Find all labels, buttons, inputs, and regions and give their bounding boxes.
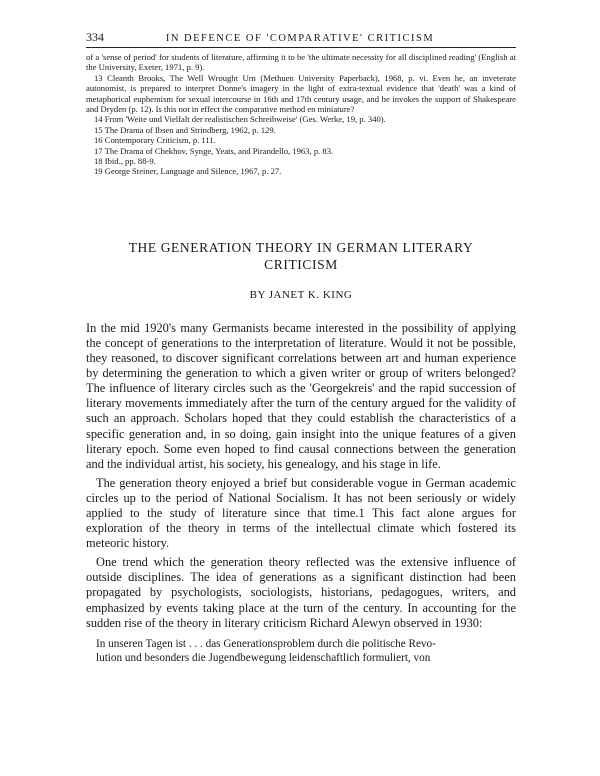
footnote-14: 14 From 'Weite und Vielfalt der realistischen Schreibweise' (Ges. Werke, 19, p. 340). [94, 114, 386, 125]
article-title-line-1: THE GENERATION THEORY IN GERMAN LITERARY [128, 239, 474, 255]
footnote-16: 16 Contemporary Criticism, p. 111. [94, 135, 216, 146]
footnote-15: 15 The Drama of Ibsen and Strindberg, 1962, p. 129. [94, 124, 276, 135]
footnote-18: 18 Ibid., pp. 88-9. [94, 156, 156, 167]
page-number: 334 [86, 30, 104, 44]
footnotes-block [86, 52, 516, 177]
footnote-17: 17 The Drama of Chekhov, Synge, Yeats, and Pirandello, 1963, p. 83. [94, 145, 334, 156]
paragraph-3: One trend which the generation theory reflected was the extensive influence of outside disciplines. The idea of generations as a significant distinction had been propagated by psychologists, sociologists, historians, pedagogues, writers, and emphasized by events taking place at the turn of the century. In accounting for the sudden rise of the theory in literary criticism Richard Alewyn observed in 1930: [86, 555, 516, 630]
article-title [86, 239, 516, 273]
block-quote [86, 637, 516, 665]
byline: BY JANET K. KING [249, 288, 353, 301]
running-header [86, 30, 516, 48]
journal-page [86, 30, 516, 665]
article-title-line-2: CRITICISM [264, 256, 338, 272]
quote-line-1: In unseren Tagen ist . . . das Generationsproblem durch die politische Revo- [96, 637, 436, 650]
article-body [86, 321, 516, 631]
footnote-13: 13 Cleanth Brooks, The Well Wrought Urn (Methuen University Paperback), 1968, p. vi. Even he, an inveterate autonomist, is prepared to interpret Donne's imagery in the light of extra-textual evidence that 'death' was a kind of metaphorical euphemism for sexual intercourse in 16th and 17th century usage, and he invokes the support of Shakespeare and Dryden (p. 12). Is this not in effect the comparative method en miniature? [86, 72, 516, 115]
footnote-19: 19 George Steiner, Language and Silence, 1967, p. 27. [94, 166, 282, 177]
footnote-continuation: of a 'sense of period' for students of literature, affirming it to be 'the ultimate necessity for all disciplined reading' (English at the University, Exeter, 1971, p. 9). [86, 52, 516, 73]
running-title: IN DEFENCE OF 'COMPARATIVE' CRITICISM [165, 33, 435, 44]
quote-line-2: lution und besonders die Jugendbewegung leidenschaftlich formuliert, von [96, 651, 431, 664]
paragraph-1: In the mid 1920's many Germanists became interested in the possibility of applying the concept of generations to the interpretation of literature. Would it not be possible, they reasoned, to discover significant correlations between art and human experience by determining the generation to which a given writer or group of writers belonged? The influence of literary circles such as the 'Georgekreis' and the rapid succession of literary movements immediately after the turn of the century argued for the validity of such an approach. Scholars hoped that they could establish the characteristics of a specific generation and, in so doing, gain insight into the unique features of a given literary epoch. Some even hoped to find causal connections between the generation and the individual artist, his society, his genealogy, and his stage in life. [86, 320, 516, 471]
paragraph-2: The generation theory enjoyed a brief but considerable vogue in German academic circles up to the period of National Socialism. It has not been seriously or widely applied to the study of literature since that time.1 This fact alone argues for exploration of the theory in terms of the intellectual climate which fostered its meteoric history. [86, 475, 516, 551]
